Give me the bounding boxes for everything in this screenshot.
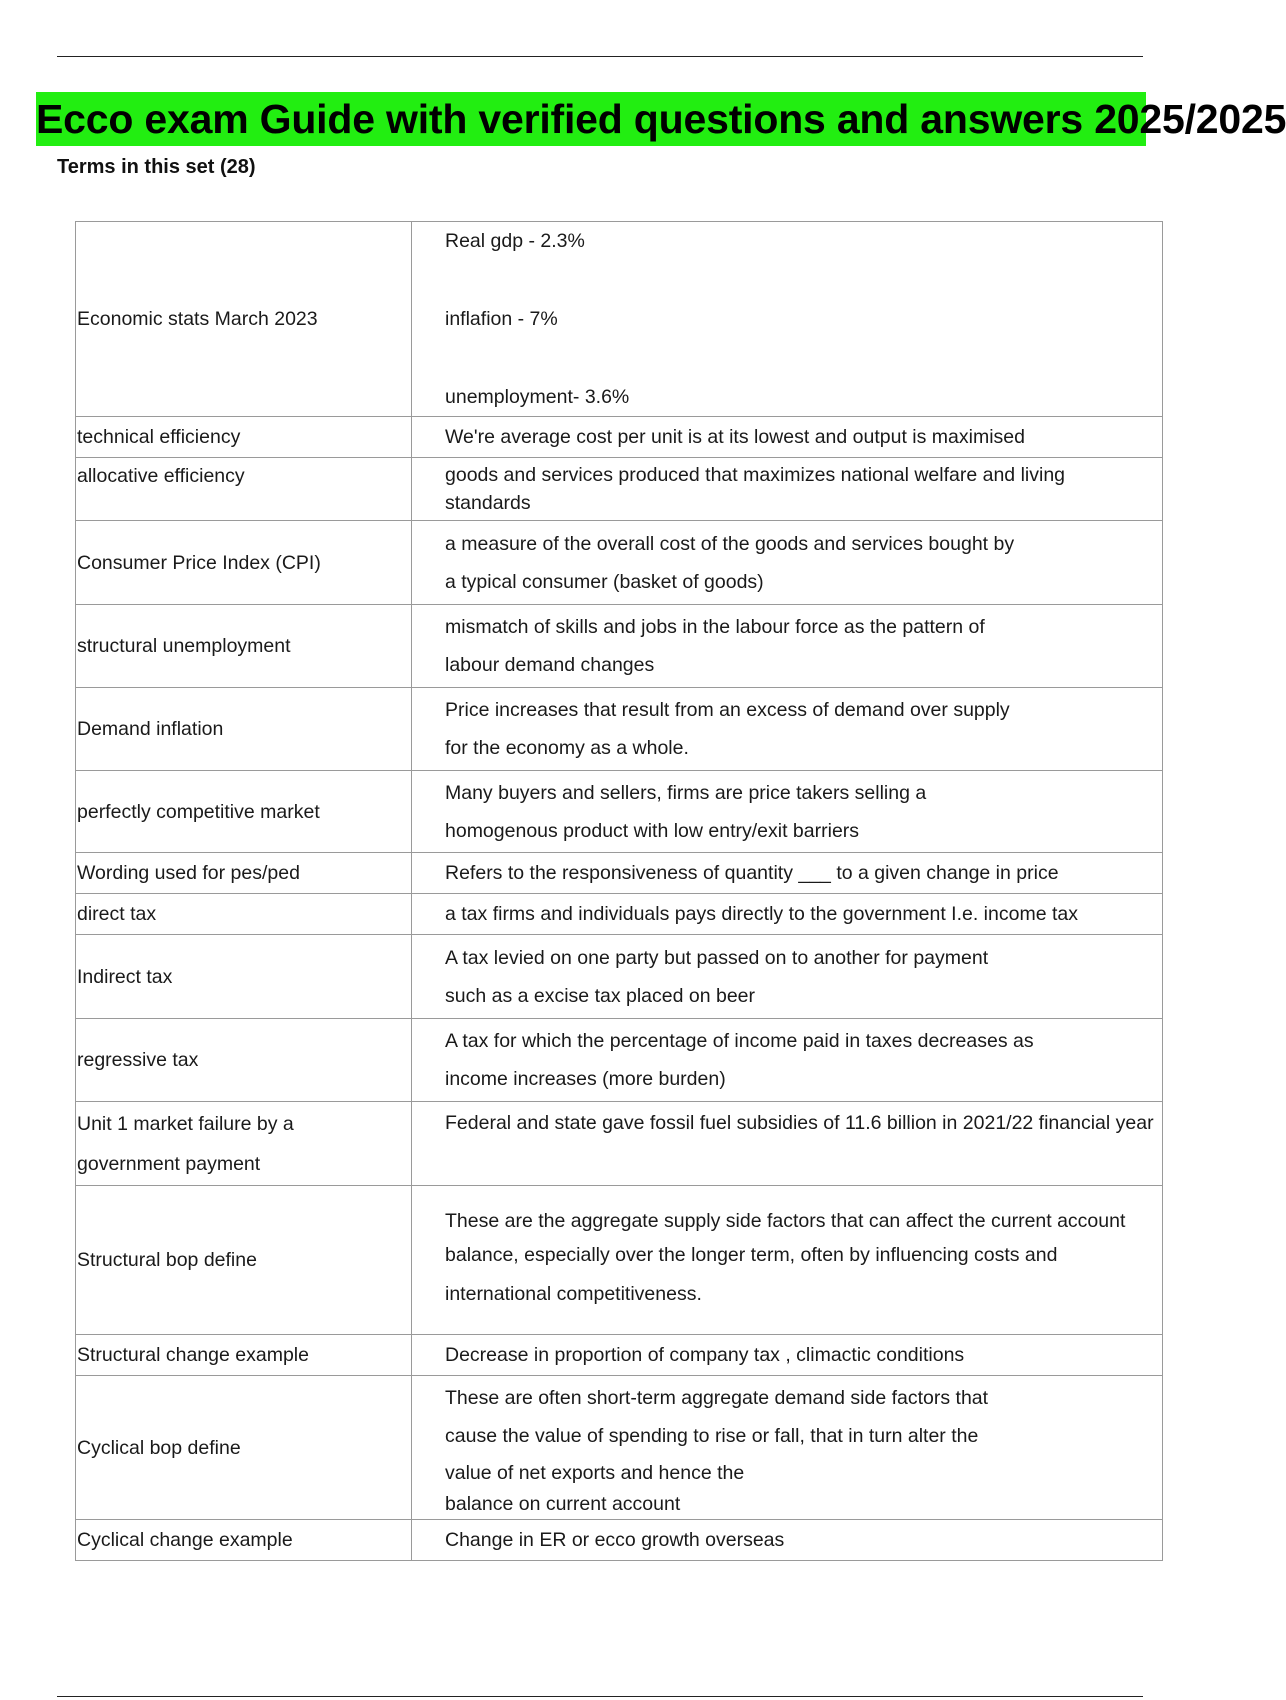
table-row [76,417,1163,458]
table-row [76,521,1163,605]
definition-text: a tax firms and individuals pays directly to the government I.e. income tax [445,903,1078,925]
term-cell [76,605,412,688]
definition-text: a typical consumer (basket of goods) [445,570,764,593]
definition-text: for the economy as a whole. [445,737,689,759]
definition-cell [412,935,1163,1019]
table-row [76,935,1163,1019]
definition-text: Refers to the responsiveness of quantity ___ to a given change in price [445,862,1059,884]
term-text: Economic stats March 2023 [77,308,318,330]
definition-text: These are the aggregate supply side factors that can affect the current account [445,1210,1126,1232]
term-text: Cyclical change example [77,1529,293,1551]
table-row [76,1335,1163,1376]
term-cell [76,417,412,458]
definition-text: such as a excise tax placed on beer [445,984,756,1007]
term-cell [76,1335,412,1376]
definition-cell [412,417,1163,458]
term-cell [76,1520,412,1561]
page-title: Ecco exam Guide with verified questions and answers 2025/2025 [36,92,1146,146]
term-cell [76,1102,412,1186]
definition-cell [412,521,1163,605]
definition-text: a measure of the overall cost of the goods and services bought by [445,532,1015,555]
term-text: Structural change example [77,1344,309,1366]
table-row [76,222,1163,417]
term-cell [76,688,412,771]
definition-text: Federal and state gave fossil fuel subsidies of 11.6 billion in 2021/22 financial year [445,1112,1154,1134]
term-text: Unit 1 market failure by a [77,1112,294,1135]
definition-text: value of net exports and hence the [445,1461,745,1484]
top-rule [57,56,1143,57]
term-cell [76,521,412,605]
term-cell [76,935,412,1019]
definition-cell [412,605,1163,688]
definition-text: Price increases that result from an excess of demand over supply [445,699,1010,721]
definition-text: labour demand changes [445,654,655,676]
definition-cell [412,1102,1163,1186]
definition-text: These are often short-term aggregate demand side factors that [445,1386,989,1409]
table-row [76,894,1163,935]
term-text: Consumer Price Index (CPI) [77,551,321,574]
term-cell [76,1019,412,1102]
definition-cell [412,853,1163,894]
definition-text: homogenous product with low entry/exit barriers [445,819,860,842]
definition-text: inflafion - 7% [445,308,558,330]
definition-text: A tax levied on one party but passed on to another for payment [445,946,989,969]
table-row [76,688,1163,771]
definition-cell [412,894,1163,935]
term-cell [76,1376,412,1520]
definition-cell [412,458,1163,521]
table-row [76,1019,1163,1102]
terms-count: Terms in this set (28) [57,156,256,178]
table-row [76,1520,1163,1561]
term-cell [76,222,412,417]
definition-text: balance on current account [445,1492,681,1515]
terms-table [75,221,1163,1561]
definition-cell [412,1335,1163,1376]
bottom-rule [57,1696,1143,1697]
definition-cell [412,1019,1163,1102]
term-text: regressive tax [77,1049,199,1071]
table-row [76,458,1163,521]
definition-text: A tax for which the percentage of income paid in taxes decreases as [445,1030,1034,1052]
definition-text: Real gdp - 2.3% [445,230,585,252]
definition-text: mismatch of skills and jobs in the labour force as the pattern of [445,616,985,638]
term-text: Demand inflation [77,718,224,740]
term-cell [76,458,412,521]
table-row [76,1102,1163,1186]
term-text: perfectly competitive market [77,800,320,823]
term-text: technical efficiency [77,426,241,448]
definition-text: Change in ER or ecco growth overseas [445,1529,785,1551]
term-text: structural unemployment [77,635,291,657]
definition-cell [412,222,1163,417]
table-row [76,1186,1163,1335]
definition-cell [412,688,1163,771]
term-text: government payment [77,1152,261,1175]
term-cell [76,894,412,935]
term-text: Indirect tax [77,965,173,988]
definition-text: We're average cost per unit is at its lowest and output is maximised [445,426,1025,448]
term-text: direct tax [77,903,157,925]
definition-text: cause the value of spending to rise or fall, that in turn alter the [445,1424,979,1447]
term-cell [76,771,412,853]
definition-text: international competitiveness. [445,1283,702,1305]
table-row [76,771,1163,853]
definition-cell [412,1376,1163,1520]
definition-cell [412,771,1163,853]
definition-text: Decrease in proportion of company tax , climactic conditions [445,1344,965,1366]
table-row [76,605,1163,688]
definition-cell [412,1186,1163,1335]
definition-text: balance, especially over the longer term, often by influencing costs and [445,1244,1058,1266]
definition-text: unemployment- 3.6% [445,386,630,408]
table-row [76,853,1163,894]
definition-text: Many buyers and sellers, firms are price takers selling a [445,781,927,804]
definition-text: income increases (more burden) [445,1068,726,1090]
term-text: Wording used for pes/ped [77,862,300,884]
term-text: Structural bop define [77,1249,257,1271]
definition-text: goods and services produced that maximizes national welfare and living standards [445,464,1066,514]
term-cell [76,1186,412,1335]
definition-cell [412,1520,1163,1561]
term-text: allocative efficiency [77,465,245,487]
term-text: Cyclical bop define [77,1436,241,1459]
table-row [76,1376,1163,1520]
term-cell [76,853,412,894]
